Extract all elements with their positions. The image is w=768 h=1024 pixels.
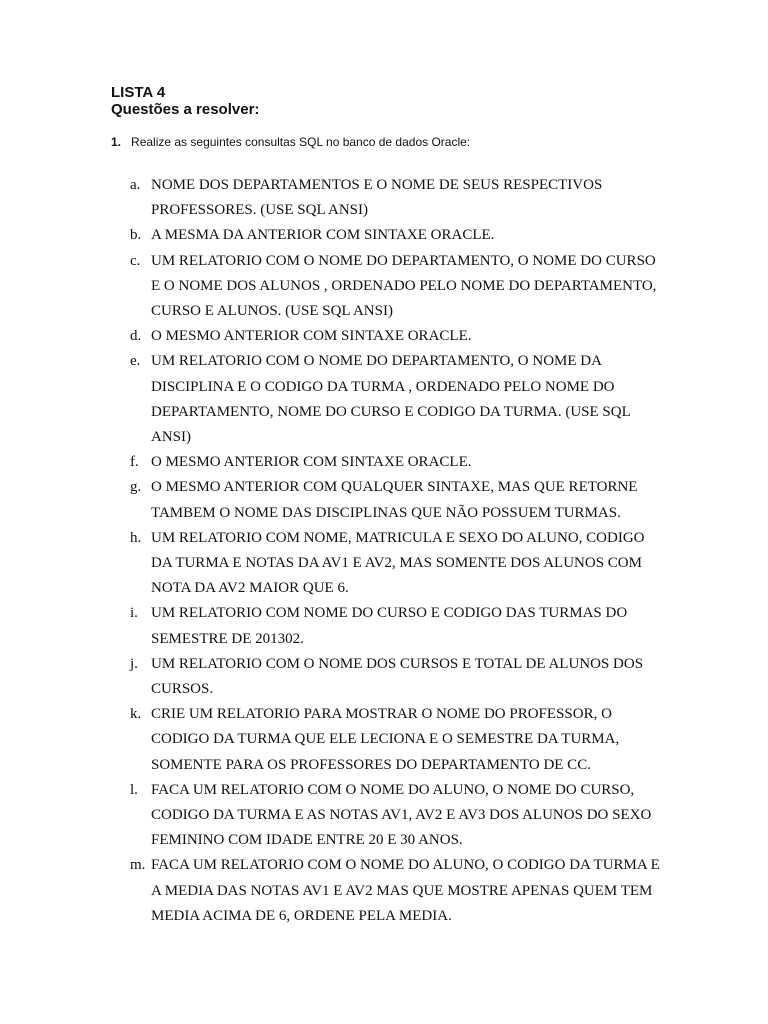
question-1	[111, 134, 470, 150]
item-marker: g.	[130, 479, 142, 496]
item-text: A MESMA DA ANTERIOR COM SINTAXE ORACLE.	[151, 227, 495, 244]
exercise-item-f	[130, 450, 660, 475]
item-marker: j.	[130, 655, 138, 672]
exercise-item-l	[130, 778, 660, 854]
item-marker: a.	[130, 177, 141, 193]
item-marker: h.	[130, 529, 142, 546]
exercise-item-i	[130, 601, 660, 651]
item-text: UM RELATORIO COM O NOME DO DEPARTAMENTO, O NOME DA DISCIPLINA E O CODIGO DA TURMA , ORDENADO PELO NOME DO DEPARTAMENTO, NOME DO CURSO E CODIGO DA TURMA. (USE SQL ANSI)	[151, 353, 631, 446]
item-text: UM RELATORIO COM O NOME DOS CURSOS E TOTAL DE ALUNOS DOS CURSOS.	[151, 655, 644, 698]
item-text: CRIE UM RELATORIO PARA MOSTRAR O NOME DO PROFESSOR, O CODIGO DA TURMA QUE ELE LECIONA E O SEMESTRE DA TURMA, SOMENTE PARA OS PROFESSORES DO DEPARTAMENTO DE CC.	[151, 706, 620, 773]
exercise-item-c	[130, 249, 660, 325]
item-text: NOME DOS DEPARTAMENTOS E O NOME DE SEUS RESPECTIVOS PROFESSORES. (USE SQL ANSI)	[151, 177, 603, 219]
exercise-item-j	[130, 652, 660, 702]
item-text: O MESMO ANTERIOR COM SINTAXE ORACLE.	[151, 454, 472, 471]
exercise-item-k	[130, 702, 660, 778]
item-text: FACA UM RELATORIO COM O NOME DO ALUNO, O CODIGO DA TURMA E A MEDIA DAS NOTAS AV1 E AV2 MAS QUE MOSTRE APENAS QUEM TEM MEDIA ACIMA DE 6, ORDENE PELA MEDIA.	[151, 857, 660, 924]
item-marker: c.	[130, 252, 141, 269]
exercise-item-g	[130, 475, 660, 525]
exercise-item-b	[130, 223, 660, 248]
question-number: 1.	[111, 135, 122, 149]
item-marker: i.	[130, 605, 138, 622]
exercise-item-a	[130, 173, 660, 223]
item-marker: e.	[130, 353, 141, 370]
item-text: FACA UM RELATORIO COM O NOME DO ALUNO, O NOME DO CURSO, CODIGO DA TURMA E AS NOTAS AV1, AV2 E AV3 DOS ALUNOS DO SEXO FEMININO COM IDADE ENTRE 20 E 30 ANOS.	[151, 781, 652, 849]
item-marker: k.	[130, 706, 142, 723]
item-text: UM RELATORIO COM NOME, MATRICULA E SEXO DO ALUNO, CODIGO DA TURMA E NOTAS DA AV1 E AV2, MAS SOMENTE DOS ALUNOS COM NOTA DA AV2 MAIOR QUE 6.	[151, 529, 645, 597]
item-marker: l.	[130, 781, 138, 798]
document-title: LISTA 4	[111, 84, 166, 101]
item-text: O MESMO ANTERIOR COM QUALQUER SINTAXE, MAS QUE RETORNE TAMBEM O NOME DAS DISCIPLINAS QUE NÃO POSSUEM TURMAS.	[151, 479, 638, 521]
item-marker: m.	[130, 857, 146, 874]
question-text: Realize as seguintes consultas SQL no banco de dados Oracle:	[131, 135, 471, 149]
exercise-item-d	[130, 324, 660, 349]
item-marker: d.	[130, 328, 142, 345]
item-marker: f.	[130, 454, 139, 471]
item-text: UM RELATORIO COM O NOME DO DEPARTAMENTO, O NOME DO CURSO E O NOME DOS ALUNOS , ORDENADO PELO NOME DO DEPARTAMENTO, CURSO E ALUNOS. (USE SQL ANSI)	[151, 252, 657, 320]
exercise-list	[130, 173, 660, 929]
exercise-item-e	[130, 349, 660, 450]
exercise-item-h	[130, 526, 660, 602]
item-text: O MESMO ANTERIOR COM SINTAXE ORACLE.	[151, 328, 472, 345]
document-subtitle: Questões a resolver:	[111, 101, 260, 118]
exercise-item-m	[130, 853, 660, 929]
item-text: UM RELATORIO COM NOME DO CURSO E CODIGO DAS TURMAS DO SEMESTRE DE 201302.	[151, 605, 628, 647]
item-marker: b.	[130, 227, 142, 244]
